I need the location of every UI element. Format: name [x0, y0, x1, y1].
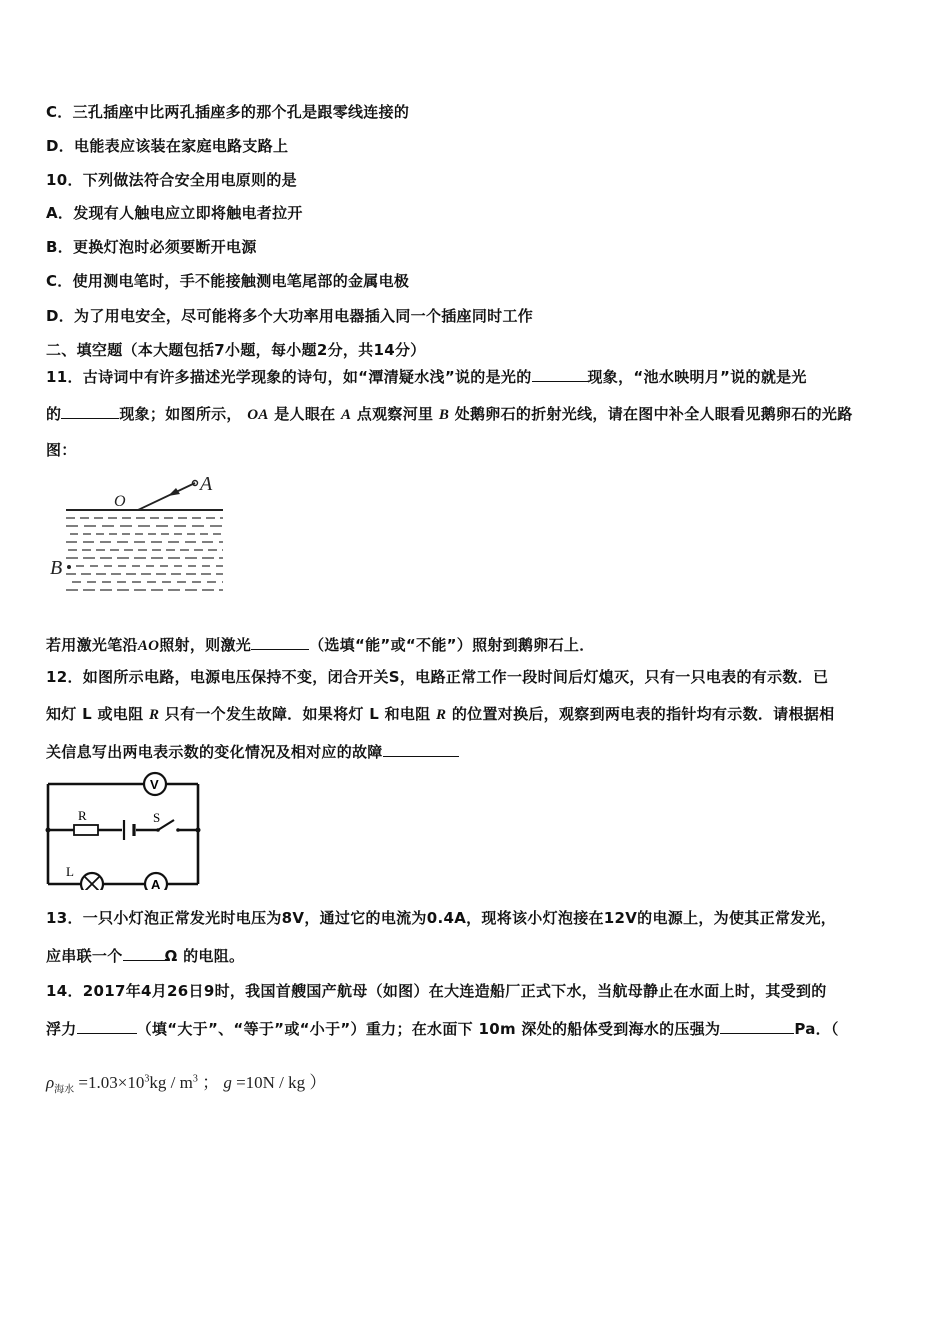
q9-option-d: D．电能表应该装在家庭电路支路上 — [46, 137, 289, 155]
q13-text: 应串联一个 — [46, 947, 123, 965]
pebble-point-b — [67, 565, 71, 569]
label-b: B — [50, 557, 63, 579]
ammeter-label: A — [151, 877, 161, 890]
q11-text: 若用激光笔沿 — [46, 636, 138, 654]
rho-unit-exponent: 3 — [192, 1073, 198, 1085]
formula-close: ） — [309, 1073, 327, 1092]
q11-text: 处鹅卵石的折射光线，请在图中补全人眼看见鹅卵石的光路 — [454, 405, 853, 423]
q13-text: Ω 的电阻。 — [164, 947, 245, 965]
q11-ao: AO — [137, 638, 160, 654]
q10-option-c: C．使用测电笔时，手不能接触测电笔尾部的金属电极 — [46, 272, 410, 290]
q11-line-1 — [46, 366, 807, 387]
q10-stem: 10．下列做法符合安全用电原则的是 — [46, 171, 297, 189]
q11-blank-2[interactable] — [61, 403, 119, 419]
rho-value: =1.03×10 — [78, 1073, 145, 1092]
q12-text: 只有一个发生故障．如果将灯 L 和电阻 — [164, 705, 431, 723]
q13-line-2 — [46, 945, 244, 966]
rho-exponent: 3 — [144, 1073, 150, 1085]
q11-text: 照射，则激光 — [159, 636, 252, 654]
rho-subscript: 海水 — [54, 1084, 75, 1096]
q12-line-2 — [46, 704, 834, 725]
q11-text: （选填“能”或“不能”）照射到鹅卵石上． — [309, 636, 595, 654]
resistor-icon — [74, 825, 98, 835]
q9-option-c: C．三孔插座中比两孔插座多的那个孔是跟零线连接的 — [46, 103, 410, 121]
resistor-label: R — [78, 808, 87, 823]
q11-laser-line — [46, 634, 595, 656]
label-a: A — [200, 473, 213, 495]
q12-text: 的位置对换后，观察到两电表的指针均有示数．请根据相 — [451, 705, 835, 723]
water-hatching — [66, 518, 223, 590]
q11-line-2 — [46, 403, 853, 425]
q11-text: 现象，“池水映明月”说的就是光 — [587, 368, 807, 386]
section-title: 二、填空题（本大题包括7小题，每小题2分，共14分） — [46, 341, 426, 359]
q12-r: R — [148, 707, 160, 723]
rho-unit: kg / m — [149, 1073, 193, 1092]
ray-arrow-icon — [168, 488, 180, 496]
q11-line-3: 图： — [46, 441, 77, 459]
q14-formula — [46, 1068, 326, 1095]
q12-r: R — [436, 707, 447, 723]
q14-text: （填“大于”、“等于”或“小于”）重力；在水面下 10m 深处的船体受到海水的压强为 — [136, 1020, 721, 1038]
q11-text: 现象；如图所示， — [119, 405, 242, 423]
voltmeter-label: V — [150, 777, 159, 792]
lamp-label: L — [66, 864, 74, 879]
label-o: O — [114, 493, 126, 510]
q12-text: 关信息写出两电表示数的变化情况及相对应的故障 — [46, 743, 383, 761]
rho-symbol: ρ — [46, 1073, 55, 1092]
q12-blank[interactable] — [383, 741, 459, 757]
q14-text: 浮力 — [46, 1020, 77, 1038]
q14-blank-1[interactable] — [77, 1018, 137, 1034]
q14-line-2 — [46, 1018, 839, 1039]
refraction-figure — [48, 470, 233, 602]
q14-line-1: 14．2017年4月26日9时，我国首艘国产航母（如图）在大连造船厂正式下水，当航母静止在水面上时，其受到的 — [46, 982, 827, 1000]
q11-oa: OA — [247, 407, 269, 423]
switch-icon — [158, 820, 174, 830]
q12-text: 知灯 L 或电阻 — [46, 705, 144, 723]
q10-option-a: A．发现有人触电应立即将触电者拉开 — [46, 204, 303, 222]
g-value: =10N / kg — [236, 1073, 306, 1092]
q11-point-a: A — [340, 407, 352, 423]
q11-blank-3[interactable] — [251, 634, 309, 650]
q12-line-3 — [46, 741, 459, 762]
lamp-icon — [81, 873, 103, 890]
q13-line-1: 13．一只小灯泡正常发光时电压为8V，通过它的电流为0.4A，现将该小灯泡接在12V的电源上，为使其正常发光， — [46, 909, 837, 927]
ray-oa — [138, 483, 195, 510]
q11-point-b: B — [438, 407, 450, 423]
switch-label: S — [153, 810, 161, 825]
q11-text: 点观察河里 — [356, 405, 434, 423]
g-symbol: g — [223, 1073, 232, 1092]
q11-text: 的 — [46, 405, 62, 423]
q11-text: 11．古诗词中有许多描述光学现象的诗句，如“潭清疑水浅”说的是光的 — [46, 368, 532, 386]
q12-line-1: 12．如图所示电路，电源电压保持不变，闭合开关S，电路正常工作一段时间后灯熄灭，只有一只电表的有示数．已 — [46, 668, 829, 686]
q13-blank[interactable] — [123, 945, 165, 961]
q10-option-d: D．为了用电安全，尽可能将多个大功率用电器插入同一个插座同时工作 — [46, 307, 534, 325]
formula-separator: ； — [202, 1073, 220, 1092]
q11-blank-1[interactable] — [532, 366, 588, 382]
q14-text: Pa．（ — [794, 1020, 839, 1038]
circuit-figure — [40, 770, 205, 890]
q11-text: 是人眼在 — [274, 405, 336, 423]
q10-option-b: B．更换灯泡时必须要断开电源 — [46, 238, 257, 256]
q14-blank-2[interactable] — [720, 1018, 794, 1034]
